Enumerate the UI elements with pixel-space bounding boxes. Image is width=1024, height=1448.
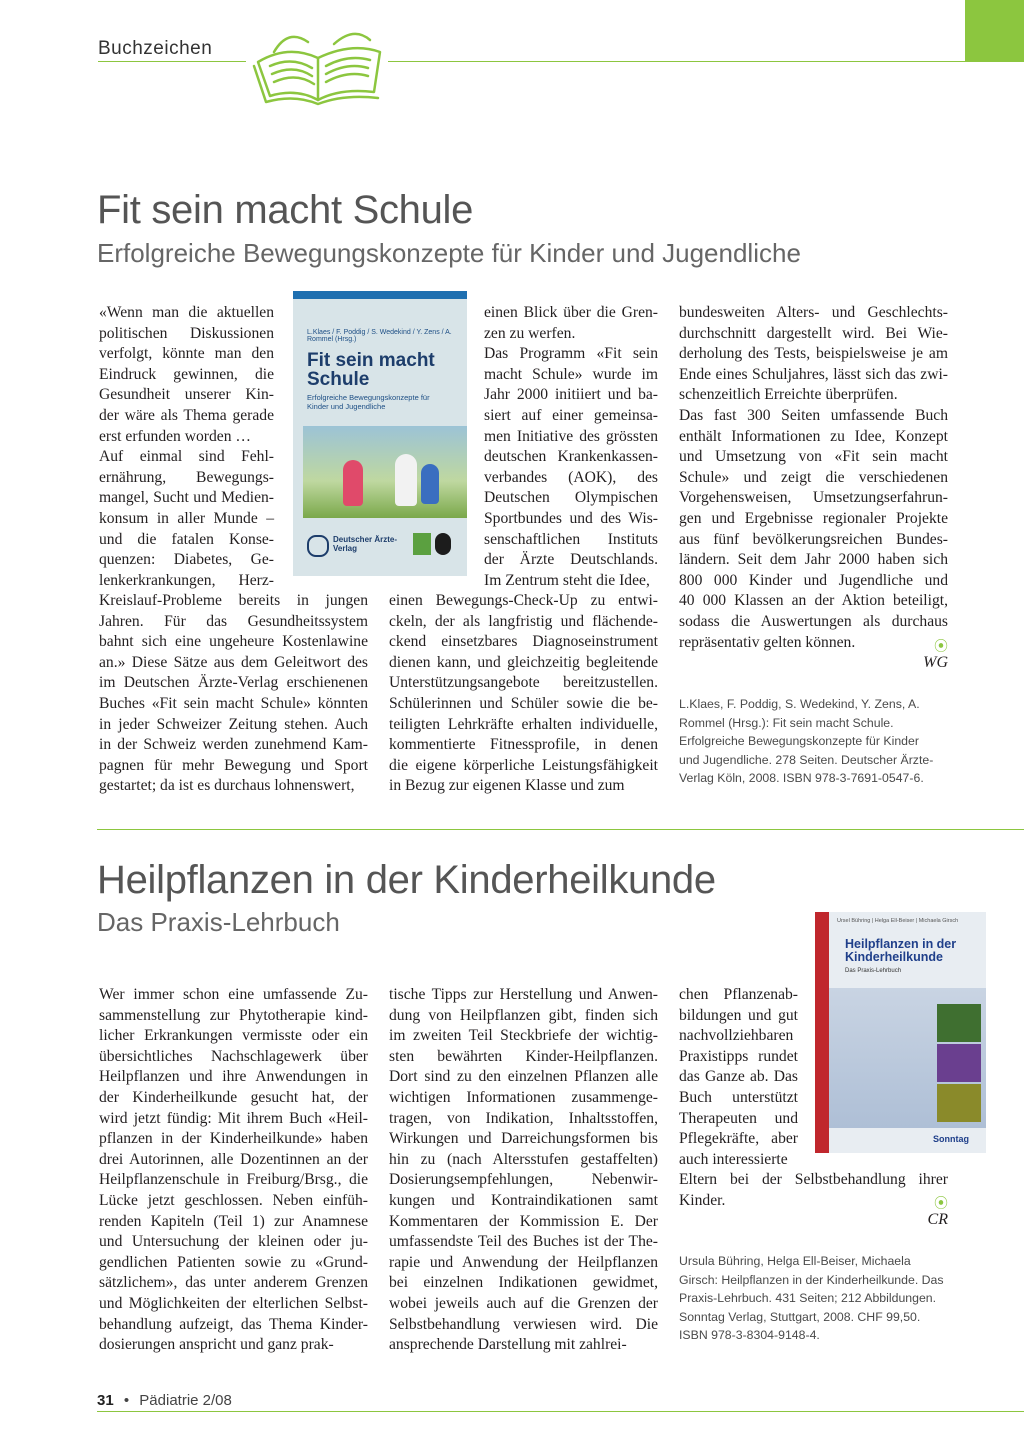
text-line: repräsentativ gelten können. xyxy=(679,633,856,651)
text-line: in jeder Schweizer Zeitung stehen. Auch xyxy=(99,715,368,733)
text-line: nachvollziehbaren xyxy=(679,1027,794,1045)
text-line: im Deutschen Ärzte-Verlag erschienenen xyxy=(99,674,368,692)
text-line: Schülerinnen und Schüler sowie die be- xyxy=(389,694,658,712)
text-line: «Wenn man die aktuellen xyxy=(99,304,274,321)
text-line: chen Pflanzenab- xyxy=(679,986,798,1003)
text-line: gen und Ergebnisse regionaler Projekte xyxy=(679,509,948,527)
text-line: Heilpflanzenschule in Freiburg/Brsg., die xyxy=(99,1171,368,1189)
book-cover-heilpflanzen xyxy=(815,912,986,1153)
text-line: Kommentaren der Kommission E. Der xyxy=(389,1212,658,1230)
bibliographic-reference: L.Klaes, F. Poddig, S. Wedekind, Y. Zens, A. Rommel (Hrsg.): Fit sein macht Schule. Erfolgreiche Bewegungskonzepte für Kinder und Jugendliche. 278 Seiten. Deutscher Ärzte-Verlag Köln, 2008. ISBN 978-3-7691-0547-6. xyxy=(679,697,934,785)
text-line: derholung des Tests, beispielsweise je am xyxy=(679,345,948,363)
header-rule-right xyxy=(388,61,1024,62)
text-line: der wäre als Thema gerade xyxy=(99,406,274,424)
text-line: Ende eines Schuljahres, lässt sich das zwi- xyxy=(679,365,948,383)
text-line: Im Zentrum steht die Idee, xyxy=(484,571,650,589)
text-line: politischen Diskussionen xyxy=(99,324,274,342)
publisher-logo-icon xyxy=(307,535,329,557)
text-line: einen Blick über die Gren- xyxy=(484,304,658,321)
author-initials: WG xyxy=(923,654,948,671)
end-of-article-icon: ⦿ xyxy=(934,1196,948,1212)
text-line: tragen, von Indikation, Inhaltsstoffen, xyxy=(389,1109,658,1127)
text-line: Sportbundes und des Wis- xyxy=(484,509,658,527)
text-line: sodass die Auswertungen als durchaus xyxy=(679,612,948,630)
text-line: Buch unterstützt xyxy=(679,1088,798,1106)
text-line: dung von Heilpflanzen gibt, finden sich xyxy=(389,1006,658,1024)
cover-authors: L.Klaes / F. Poddig / S. Wedekind / Y. Zens / A. Rommel (Hrsg.) xyxy=(307,329,452,343)
text-line: behandlung aufzeigt, das Thema Kinder- xyxy=(99,1315,368,1333)
text-line: Schule» und zeigt die verschiedenen xyxy=(679,468,948,486)
text-line: Eltern bei der Selbstbehandlung ihrer xyxy=(679,1171,948,1188)
text-line: Selbstbehandlung verwiesen wird. Die xyxy=(389,1315,658,1333)
article-divider xyxy=(97,829,1024,830)
header-rule-left xyxy=(98,61,246,62)
text-line: das Ganze ab. Das xyxy=(679,1068,798,1086)
journal-issue: Pädiatrie 2/08 xyxy=(139,1392,232,1409)
text-line: drei Autorinnen, alle Dozentinnen an der xyxy=(99,1150,368,1168)
sport-logo-icon xyxy=(435,533,451,555)
text-line: 800 000 Kinder und Jugendliche und xyxy=(679,571,948,589)
text-line: Heilpflanzen und ihre Anwendungen in xyxy=(99,1068,368,1086)
text-line: schenzeitlich Erreichte überprüfen. xyxy=(679,386,898,404)
text-line: ckend einsetzbares Diagnoseinstrument xyxy=(389,633,658,651)
text-line: auch interessierte xyxy=(679,1150,788,1168)
text-line: wobei jeweils auch auf die Grenzen der xyxy=(389,1294,658,1312)
text-line: aus fünf bevölkerungsreichen Bundes- xyxy=(679,530,948,548)
page-footer xyxy=(97,1392,232,1409)
text-line: und Untersuchung der kleinen oder ju- xyxy=(99,1233,368,1251)
plant-photo-2 xyxy=(937,1044,981,1082)
text-line: 40 000 Klassen an der Aktion beteiligt, xyxy=(679,592,948,610)
article-subtitle: Erfolgreiche Bewegungskonzepte für Kinder und Jugendliche xyxy=(97,238,801,268)
text-line: senschaftlichen Instituts xyxy=(484,530,658,548)
cover-publisher: Sonntag xyxy=(933,1134,969,1144)
cover-title: Fit sein macht Schule xyxy=(307,350,435,390)
text-line: kungen und Kontraindikationen samt xyxy=(389,1191,658,1209)
aok-logo-icon xyxy=(413,533,431,555)
article1-column3 xyxy=(679,303,948,653)
text-line: erst erfunden worden … xyxy=(99,427,251,445)
text-line: konsum in aller Munde – xyxy=(99,509,274,527)
text-line: gendlichen Patienten sowie zu «Grund- xyxy=(99,1253,368,1271)
section-label: Buchzeichen xyxy=(98,38,213,59)
text-line: mangel, Sucht und Medien- xyxy=(99,489,274,507)
plant-photo-1 xyxy=(937,1004,981,1042)
text-line: im zweiten Teil Steckbriefe der wichtig- xyxy=(389,1027,658,1045)
text-line: sammenstellung zur Phytotherapie kind- xyxy=(99,1006,368,1024)
text-line: Eindruck gewinnen, die xyxy=(99,365,274,383)
text-line: tische Tipps zur Herstellung und Anwen- xyxy=(389,986,658,1003)
text-line: Auf einmal sind Fehl- xyxy=(99,448,274,466)
text-line: und die fatalen Konse- xyxy=(99,530,274,548)
text-line: Praxistipps rundet xyxy=(679,1047,798,1065)
cover-photo xyxy=(303,426,467,518)
text-line: licher Erkrankungen vermisste oder ein xyxy=(99,1027,368,1045)
cover-publisher: Deutscher Ärzte-Verlag xyxy=(333,535,398,553)
book-cover-fit-sein xyxy=(293,291,467,576)
text-line: Kinder. xyxy=(679,1191,726,1209)
text-line: men Initiative des grössten xyxy=(484,427,658,445)
text-line: Jahr 2000 initiiert und ba- xyxy=(484,386,658,404)
text-line: pagnen für mehr Bewegung und Sport xyxy=(99,756,368,774)
bibliographic-reference: Ursula Bühring, Helga Ell-Beiser, Michaela Girsch: Heilpflanzen in der Kinderheilkunde. Das Praxis-Lehrbuch. 431 Seiten; 212 Abbildungen. Sonntag Verlag, Stuttgart, 2008. CHF 99,50. ISBN 978-3-8304-9148-4. xyxy=(679,1254,944,1342)
article2-column3-bottom xyxy=(679,1170,948,1211)
text-line: pflanzen in der Kinderheilkunde» haben xyxy=(99,1130,368,1148)
text-line: renden Kapiteln (Teil 1) zur Anamnese xyxy=(99,1212,368,1230)
text-line: Dort sind zu den einzelnen Pflanzen alle xyxy=(389,1068,658,1086)
text-line: gestartet; da ist es durchaus lohnenswert, xyxy=(99,777,355,795)
text-line: und Möglichkeiten der elterlichen Selbst- xyxy=(99,1294,368,1312)
text-line: der Kinderheilkunde gesucht hat, der xyxy=(99,1088,368,1106)
text-line: Deutschen Olympischen xyxy=(484,489,658,507)
text-line: Wer immer schon eine umfassende Zu- xyxy=(99,986,368,1003)
text-line: dosierungen anspricht und ganz prak- xyxy=(99,1336,334,1354)
footer-bullet: • xyxy=(123,1392,130,1409)
text-line: und Umsetzung von «Fit sein macht xyxy=(679,448,948,466)
end-of-article-icon: ⦿ xyxy=(934,639,948,655)
footer-rule xyxy=(97,1411,1024,1412)
text-line: wird jetzt fündig: Mit ihrem Buch «Heil- xyxy=(99,1109,368,1127)
text-line: Jahren. Für das Gesundheitssystem xyxy=(99,612,368,630)
text-line: ansprechende Darstellung mit zahlrei- xyxy=(389,1336,627,1354)
text-line: deutschen Krankenkassen- xyxy=(484,448,658,466)
cover-subtitle: Erfolgreiche Bewegungskonzepte für Kinder und Jugendliche xyxy=(307,393,430,411)
text-line: Das fast 300 Seiten umfassende Buch xyxy=(679,406,948,424)
text-line: kommentierte Fitnessprofile, in denen xyxy=(389,736,658,754)
text-line: ckeln, der als langfristig und flächende- xyxy=(389,612,658,630)
corner-accent xyxy=(965,0,1024,61)
text-line: übersichtliches Nachschlagewerk über xyxy=(99,1047,368,1065)
text-line: an.» Diese Sätze aus dem Geleitwort des xyxy=(99,653,368,671)
text-line: Vorgehensweisen, Umsetzungserfahrun- xyxy=(679,489,948,507)
text-line: lenkerkrankungen, Herz- xyxy=(99,571,274,589)
article1-column1-bottom xyxy=(99,591,368,797)
article1-column2-bottom xyxy=(389,591,658,797)
cover-subtitle: Das Praxis-Lehrbuch xyxy=(845,968,902,974)
text-line: teiligten Lehrkräfte erhalten individuelle, xyxy=(389,715,658,733)
text-line: enthält Informationen zu Idee, Konzept xyxy=(679,427,948,445)
cover-title: Heilpflanzen in der Kinderheilkunde xyxy=(845,937,957,964)
text-line: in Bezug zur eigenen Klasse und zum xyxy=(389,777,625,795)
text-line: Therapeuten und xyxy=(679,1109,798,1127)
text-line: bei einzelnen Indikationen gewidmet, xyxy=(389,1274,658,1292)
text-line: einen Bewegungs-Check-Up zu entwi- xyxy=(389,592,658,609)
text-line: zen zu werfen. xyxy=(484,324,576,342)
page-number: 31 xyxy=(97,1392,114,1409)
article1-column2-top xyxy=(484,303,658,591)
cover-authors: Ursel Bühring | Helga Ell-Beiser | Michaela Girsch xyxy=(837,918,959,924)
article-subtitle: Das Praxis-Lehrbuch xyxy=(97,907,340,937)
text-line: ernährung, Bewegungs- xyxy=(99,468,274,486)
text-line: der Ärzte Deutschlands. xyxy=(484,551,658,569)
text-line: durchschnitt dargestellt wird. Bei Wie- xyxy=(679,324,948,342)
text-line: sten bewährten Kinder-Heilpflanzen. xyxy=(389,1047,658,1065)
open-book-icon xyxy=(248,22,388,106)
text-line: sätzlichem», das unter anderem Grenzen xyxy=(99,1274,368,1292)
article2-column1 xyxy=(99,985,368,1356)
text-line: Buches «Fit sein macht Schule» könnten xyxy=(99,694,368,712)
text-line: verfolgt, könnte man den xyxy=(99,345,274,363)
text-line: Gesundheit unserer Kin- xyxy=(99,386,274,404)
text-line: ländern. Seit dem Jahr 2000 haben sich xyxy=(679,551,948,569)
text-line: quenzen: Diabetes, Ge- xyxy=(99,551,274,569)
article-title: Fit sein macht Schule xyxy=(97,188,474,232)
text-line: bundesweiten Alters- und Geschlechts- xyxy=(679,304,948,321)
text-line: dienen kann, und gleichzeitig begleitende xyxy=(389,653,658,671)
text-line: verbandes (AOK), des xyxy=(484,468,658,486)
text-line: bahnt sich eine ungeheure Kostenlawine xyxy=(99,633,368,651)
text-line: siert auf einer gemeinsa- xyxy=(484,406,658,424)
text-line: Wirkungen und Darreichungsformen bis xyxy=(389,1130,658,1148)
text-line: die eigene körperliche Leistungsfähigkeit xyxy=(389,756,658,774)
text-line: Pflegekräfte, aber xyxy=(679,1130,798,1148)
text-line: bildungen und gut xyxy=(679,1006,798,1024)
text-line: hin zu (nach Altersstufen gestaffelten) xyxy=(389,1150,658,1168)
text-line: wichtigen Informationen zusammenge- xyxy=(389,1088,658,1106)
text-line: macht Schule» wurde im xyxy=(484,365,658,383)
plant-photo-3 xyxy=(937,1084,981,1122)
author-initials: CR xyxy=(927,1211,948,1228)
text-line: umfassendste Teil des Buches ist der The- xyxy=(389,1233,658,1251)
text-line: Lücke jetzt geschlossen. Neben einfüh- xyxy=(99,1191,368,1209)
text-line: in der Schweiz werden zunehmend Kam- xyxy=(99,736,368,754)
article-title: Heilpflanzen in der Kinderheilkunde xyxy=(97,858,716,902)
text-line: Unterstützungsangebote bereitzustellen. xyxy=(389,674,658,692)
text-line: Dosierungsempfehlungen, Nebenwir- xyxy=(389,1171,658,1189)
article1-column1-top xyxy=(99,303,274,591)
text-line: rapie und Anwendung der Heilpflanzen xyxy=(389,1253,658,1271)
text-line: Das Programm «Fit sein xyxy=(484,345,658,363)
article2-column3-top xyxy=(679,985,798,1170)
text-line: Kreislauf-Probleme bereits in jungen xyxy=(99,592,368,609)
article2-column2 xyxy=(389,985,658,1356)
